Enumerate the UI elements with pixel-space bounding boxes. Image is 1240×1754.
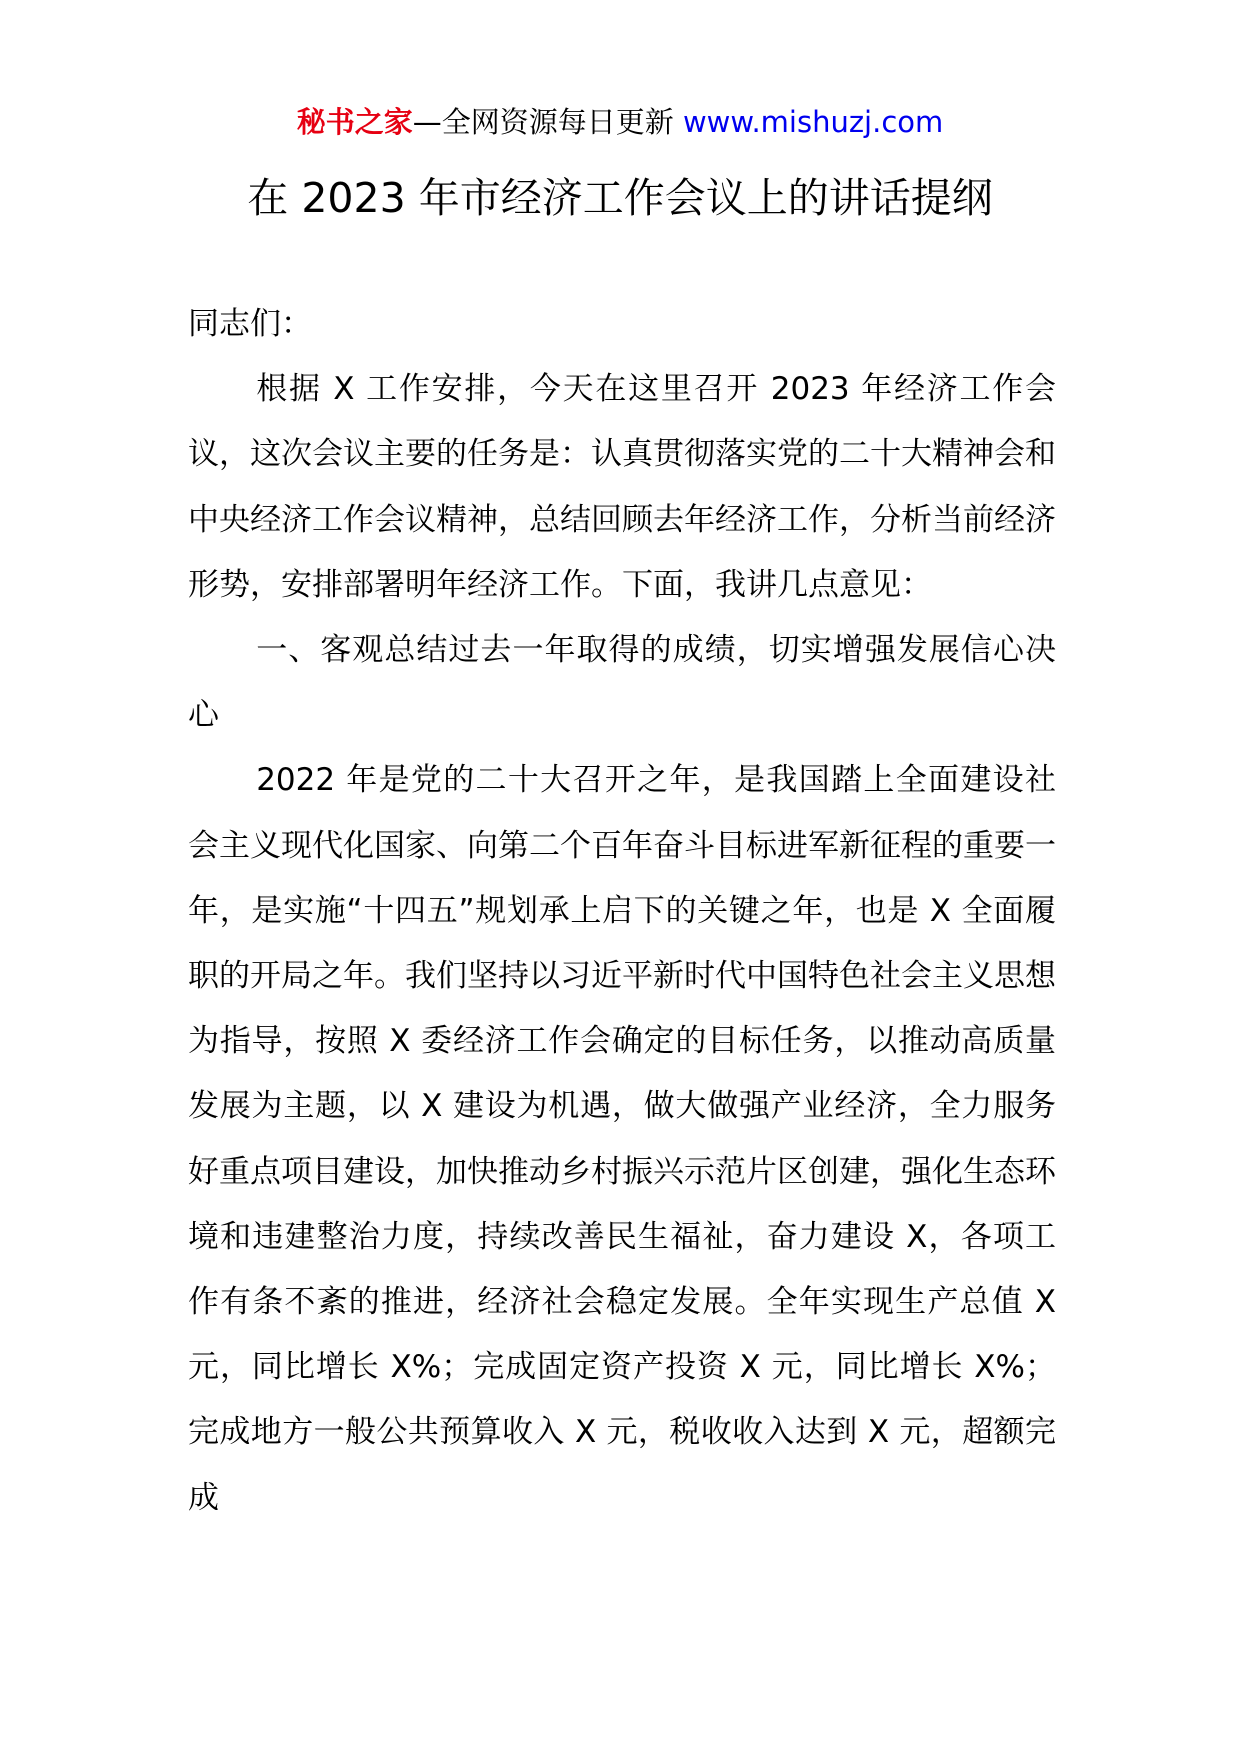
site-tagline: —全网资源每日更新 xyxy=(412,105,683,139)
section-heading-1: 一、客观总结过去一年取得的成绩，切实增强发展信心决心 xyxy=(188,632,1056,734)
document-body xyxy=(188,292,1056,1531)
document-title: 在 2023 年市经济工作会议上的讲话提纲 xyxy=(247,174,993,222)
paragraph-achievements: 2022 年是党的二十大召开之年，是我国踏上全面建设社会主义现代化国家、向第二个百年奋斗目标进军新征程的重要一年，是实施“十四五”规划承上启下的关键之年，也是 X 全面履职的开局之年。我们坚持以习近平新时代中国特色社会主义思想为指导，按照 X 委经济工作会确定的目标任务，以推动高质量发展为主题，以 X 建设为机遇，做大做强产业经济，全力服务好重点项目建设，加快推动乡村振兴示范片区创建，强化生态环境和违建整治力度，持续改善民生福祉，奋力建设 X，各项工作有条不紊的推进，经济社会稳定发展。全年实现生产总值 X 元，同比增长 X%；完成固定资产投资 X 元，同比增长 X%；完成地方一般公共预算收入 X 元，税收收入达到 X 元，超额完成 xyxy=(188,762,1056,1516)
site-brand: 秘书之家 xyxy=(296,105,413,139)
salutation: 同志们： xyxy=(188,306,312,342)
paragraph-intro: 根据 X 工作安排，今天在这里召开 2023 年经济工作会议，这次会议主要的任务是：认真贯彻落实党的二十大精神会和中央经济工作会议精神，总结回顾去年经济工作，分析当前经济形势，安排部署明年经济工作。下面，我讲几点意见： xyxy=(188,371,1056,603)
site-header xyxy=(0,100,1240,144)
site-url-link[interactable]: www.mishuzj.com xyxy=(682,105,944,139)
